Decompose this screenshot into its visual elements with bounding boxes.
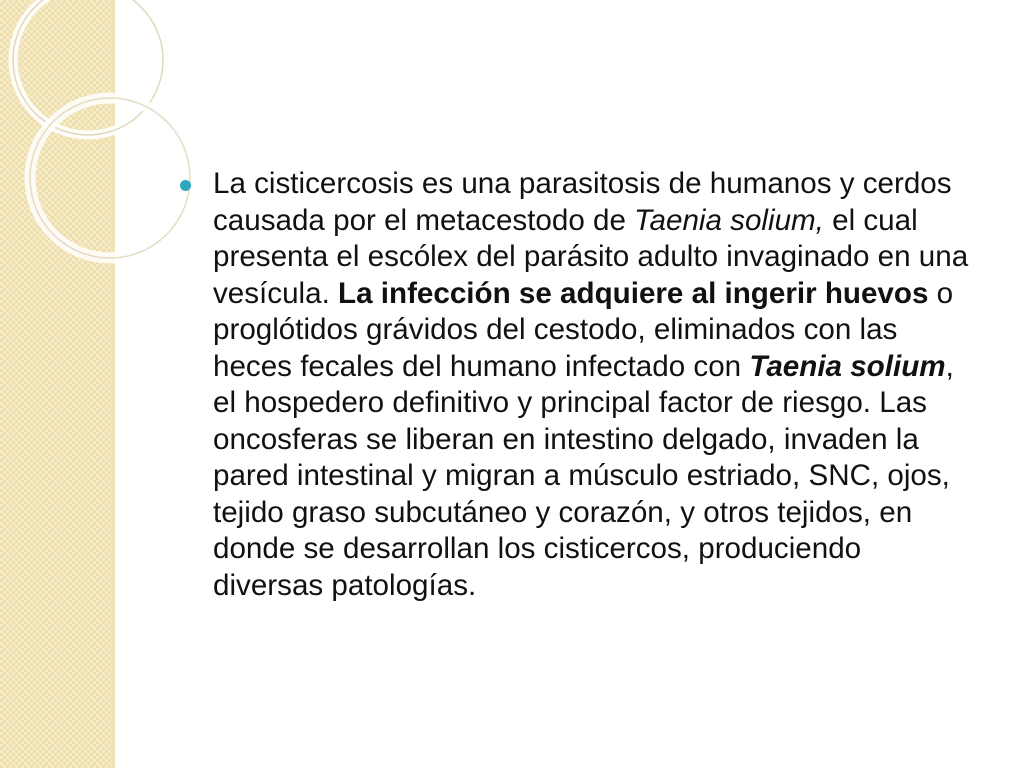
side-strip-edge <box>112 0 115 768</box>
text-run-bold-italic: Taenia solium <box>749 349 946 383</box>
text-run-italic: Taenia solium, <box>634 203 824 237</box>
text-run: el cual presenta el escólex del parásito adulto invaginado en una vesícula. <box>213 203 969 310</box>
bullet-dot-icon <box>180 180 191 191</box>
text-run: o proglótidos grávidos del cestodo, eliminados con las heces fecales del humano infectado con <box>213 276 954 383</box>
bullet-item <box>180 166 970 604</box>
paragraph-text <box>213 166 970 604</box>
text-run: , el hospedero definitivo y principal factor de riesgo. Las oncosferas se liberan en intestino delgado, invaden la pared intestinal y migran a músculo estriado, SNC, ojos, tejido graso subcutáneo y corazón, y otros tejidos, en donde se desarrollan los cisticercos, produciendo diversas patologías. <box>213 349 954 602</box>
slide-content <box>180 166 970 604</box>
text-run: La cisticercosis es una parasitosis de humanos y cerdos causada por el metacestodo de <box>213 167 952 237</box>
decorative-side-strip <box>0 0 112 768</box>
text-run-bold: La infección se adquiere al ingerir huevos <box>338 276 929 310</box>
